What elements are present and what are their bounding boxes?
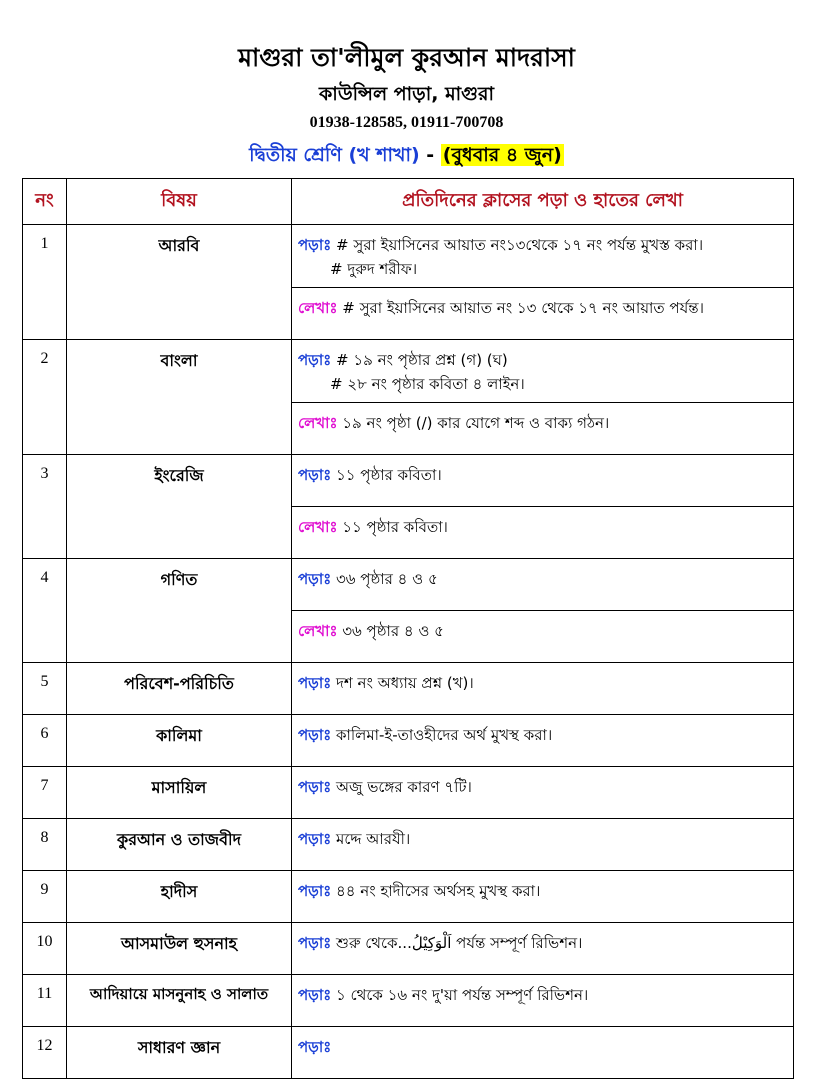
read-label: পড়াঃ (298, 351, 332, 369)
write-label: লেখাঃ (298, 299, 338, 317)
read-text: ৩৬ পৃষ্ঠার ৪ ও ৫ (336, 570, 438, 588)
row-subject: কুরআন ও তাজবীদ (67, 819, 292, 871)
write-text: ১৯ নং পৃষ্ঠা (/) কার যোগে শব্দ ও বাক্য গঠন। (342, 414, 610, 432)
read-label: পড়াঃ (298, 882, 332, 900)
row-number: 11 (23, 975, 67, 1027)
row-number: 6 (23, 715, 67, 767)
read-task (292, 819, 794, 871)
table-header-row (23, 179, 794, 225)
read-text: ১১ পৃষ্ঠার কবিতা। (336, 466, 442, 484)
row-subject: হাদীস (67, 871, 292, 923)
write-task (292, 507, 794, 559)
write-task (292, 403, 794, 455)
row-subject: বাংলা (67, 340, 292, 455)
row-number: 10 (23, 923, 67, 975)
row-number: 4 (23, 559, 67, 663)
read-task (292, 559, 794, 611)
row-number: 3 (23, 455, 67, 559)
heading-separator: - (426, 144, 435, 166)
header-subject: বিষয় (67, 179, 292, 225)
read-task (292, 975, 794, 1027)
table-row (23, 663, 794, 715)
read-text: মদ্দে আরযী। (336, 830, 411, 848)
read-task (292, 923, 794, 975)
write-text: ১১ পৃষ্ঠার কবিতা। (342, 518, 448, 536)
read-label: পড়াঃ (298, 778, 332, 796)
read-task (292, 225, 794, 288)
table-row (23, 1027, 794, 1079)
table-row (23, 975, 794, 1027)
read-label: পড়াঃ (298, 726, 332, 744)
read-text: শুরু থেকে...اَلْوَكِيْلُ পর্যন্ত সম্পূর্ণ রিভিশন। (336, 934, 583, 952)
row-number: 1 (23, 225, 67, 340)
routine-table (22, 178, 794, 1079)
write-task (292, 611, 794, 663)
row-subject: সাধারণ জ্ঞান (67, 1027, 292, 1079)
row-number: 7 (23, 767, 67, 819)
read-text: ১ থেকে ১৬ নং দু'য়া পর্যন্ত সম্পূর্ণ রিভিশন। (336, 986, 589, 1004)
class-date: (বুধবার ৪ জুন) (442, 144, 562, 166)
row-subject: গণিত (67, 559, 292, 663)
row-number: 9 (23, 871, 67, 923)
write-label: লেখাঃ (298, 622, 338, 640)
read-label: পড়াঃ (298, 986, 332, 1004)
read-task (292, 455, 794, 507)
read-task (292, 715, 794, 767)
row-subject: পরিবেশ-পরিচিতি (67, 663, 292, 715)
read-task (292, 767, 794, 819)
read-label: পড়াঃ (298, 830, 332, 848)
read-text-2: # ২৮ নং পৃষ্ঠার কবিতা ৪ লাইন। (330, 375, 525, 393)
class-heading (0, 141, 813, 173)
read-label: পড়াঃ (298, 466, 332, 484)
table-row (23, 715, 794, 767)
write-label: লেখাঃ (298, 518, 338, 536)
write-text: # সুরা ইয়াসিনের আয়াত নং ১৩ থেকে ১৭ নং আয়াত পর্যন্ত। (342, 299, 704, 317)
read-text: কালিমা-ই-তাওহীদের অর্থ মুখস্থ করা। (336, 726, 553, 744)
read-task (292, 340, 794, 403)
header-task: প্রতিদিনের ক্লাসের পড়া ও হাতের লেখা (292, 179, 794, 225)
read-label: পড়াঃ (298, 934, 332, 952)
row-number: 2 (23, 340, 67, 455)
header-no: নং (23, 179, 67, 225)
write-label: লেখাঃ (298, 414, 338, 432)
address: কাউন্সিল পাড়া, মাগুরা (319, 83, 494, 105)
read-label: পড়াঃ (298, 674, 332, 692)
read-text: # ১৯ নং পৃষ্ঠার প্রশ্ন (গ) (ঘ) (336, 351, 508, 369)
read-text: ৪৪ নং হাদীসের অর্থসহ মুখস্থ করা। (336, 882, 541, 900)
table-row (23, 225, 794, 288)
table-row (23, 819, 794, 871)
table-row (23, 455, 794, 507)
row-subject: আরবি (67, 225, 292, 340)
table-row (23, 559, 794, 611)
write-text: ৩৬ পৃষ্ঠার ৪ ও ৫ (342, 622, 444, 640)
table-row (23, 767, 794, 819)
read-label: পড়াঃ (298, 236, 332, 254)
read-task (292, 871, 794, 923)
row-subject: ইংরেজি (67, 455, 292, 559)
table-row (23, 923, 794, 975)
class-name: দ্বিতীয় শ্রেণি (খ শাখা) (249, 144, 420, 166)
row-number: 12 (23, 1027, 67, 1079)
row-subject: মাসায়িল (67, 767, 292, 819)
read-label: পড়াঃ (298, 1038, 332, 1056)
table-row (23, 340, 794, 403)
table-row (23, 871, 794, 923)
read-text: দশ নং অধ্যায় প্রশ্ন (খ)। (336, 674, 474, 692)
read-text: অজু ভঙ্গের কারণ ৭টি। (336, 778, 472, 796)
read-task (292, 1027, 794, 1079)
row-number: 5 (23, 663, 67, 715)
write-task (292, 288, 794, 340)
page-title: মাগুরা তা'লীমুল কুরআন মাদরাসা (238, 43, 575, 72)
row-number: 8 (23, 819, 67, 871)
read-label: পড়াঃ (298, 570, 332, 588)
phone-numbers: 01938-128585, 01911-700708 (309, 114, 504, 131)
row-subject: কালিমা (67, 715, 292, 767)
read-text-2: # দুরুদ শরীফ। (330, 260, 418, 278)
read-task (292, 663, 794, 715)
read-text: # সুরা ইয়াসিনের আয়াত নং১৩থেকে ১৭ নং পর্যন্ত মুখস্ত করা। (336, 236, 704, 254)
row-subject: আসমাউল হুসনাহ (67, 923, 292, 975)
row-subject: আদিয়ায়ে মাসনুনাহ ও সালাত (67, 975, 292, 1027)
